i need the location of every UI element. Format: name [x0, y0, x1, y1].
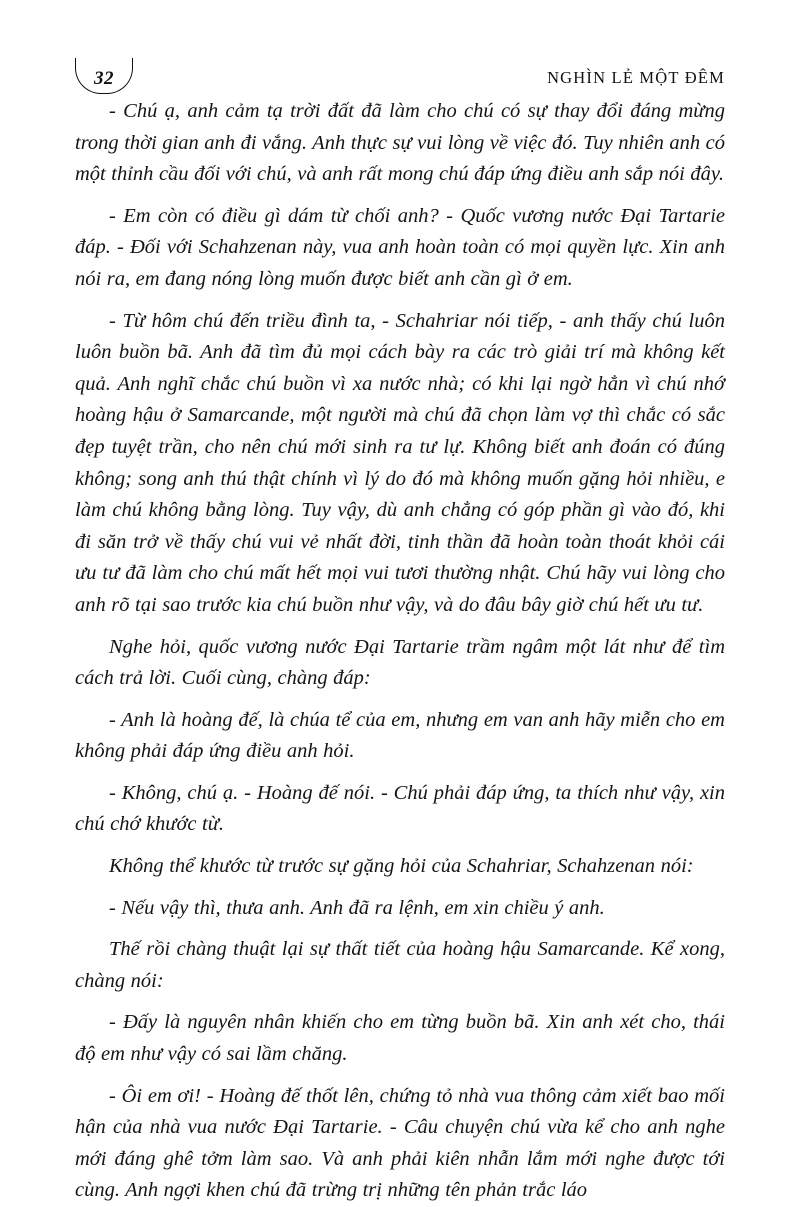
paragraph: - Nếu vậy thì, thưa anh. Anh đã ra lệnh, em xin chiều ý anh.: [109, 896, 605, 919]
paragraph: - Từ hôm chú đến triều đình ta, - Schahriar nói tiếp, - anh thấy chú luôn luôn buồn bã. Anh đã tìm đủ mọi cách bày ra các trò giải trí mà không kết quả. Anh nghĩ chắc chú buồn vì xa nước nhà; có khi lại ngờ hẳn vì chú nhớ hoàng hậu ở Samarcande, một người mà chú đã chọn làm vợ thì chắc có sắc đẹp tuyệt trần, cho nên chú mới sinh ra tư lự. Không biết anh đoán có đúng không; song anh thú thật chính vì lý do đó mà không muốn gặng hỏi nhiều, e làm chú không bằng lòng. Tuy vậy, dù anh chẳng có góp phần gì vào đó, khi đi săn trở về thấy chú vui vẻ nhất đời, tinh thần đã hoàn toàn thoát khỏi cái ưu tư đã làm cho chú mất hết mọi vui tươi thường nhật. Chú hãy vui lòng cho anh rõ tại sao trước kia chú buồn như vậy, và do đâu bây giờ chú hết ưu tư.: [75, 309, 725, 616]
paragraph: - Em còn có điều gì dám từ chối anh? - Quốc vương nước Đại Tartarie đáp. - Đối với Schahzenan này, vua anh hoàn toàn có mọi quyền lực. Xin anh nói ra, em đang nóng lòng muốn được biết anh cần gì ở em.: [75, 204, 725, 290]
page-number: 32: [94, 68, 114, 89]
paragraph: - Đấy là nguyên nhân khiến cho em từng buồn bã. Xin anh xét cho, thái độ em như vậy có sai lầm chăng.: [75, 1011, 725, 1066]
page-header: [75, 30, 725, 89]
page-body: [75, 96, 725, 1207]
folio-badge: [75, 58, 133, 94]
paragraph: - Chú ạ, anh cảm tạ trời đất đã làm cho chú có sự thay đổi đáng mừng trong thời gian anh đi vắng. Anh thực sự vui lòng về việc đó. Tuy nhiên anh có một thỉnh cầu đối với chú, và anh rất mong chú đáp ứng điều anh sắp nói đây.: [75, 100, 725, 186]
paragraph: Thế rồi chàng thuật lại sự thất tiết của hoàng hậu Samarcande. Kể xong, chàng nói:: [75, 938, 725, 992]
paragraph: Không thể khước từ trước sự gặng hỏi của Schahriar, Schahzenan nói:: [109, 855, 694, 878]
paragraph: - Ôi em ơi! - Hoàng đế thốt lên, chứng tỏ nhà vua thông cảm xiết bao mối hận của nhà vua nước Đại Tartarie. - Câu chuyện chú vừa kể cho anh nghe mới đáng ghê tởm làm sao. Và anh phải kiên nhẫn lắm mới nghe được tới cùng. Anh ngợi khen chú đã trừng trị những tên phản trắc láo: [75, 1084, 725, 1202]
paragraph: - Anh là hoàng đế, là chúa tể của em, nhưng em van anh hãy miễn cho em không phải đáp ứng điều anh hỏi.: [75, 708, 725, 763]
running-head: NGHÌN LẺ MỘT ĐÊM: [547, 68, 725, 87]
paragraph: Nghe hỏi, quốc vương nước Đại Tartarie trầm ngâm một lát như để tìm cách trả lời. Cuối cùng, chàng đáp:: [75, 635, 725, 690]
paragraph: - Không, chú ạ. - Hoàng đế nói. - Chú phải đáp ứng, ta thích như vậy, xin chú chớ khước từ.: [75, 781, 725, 836]
